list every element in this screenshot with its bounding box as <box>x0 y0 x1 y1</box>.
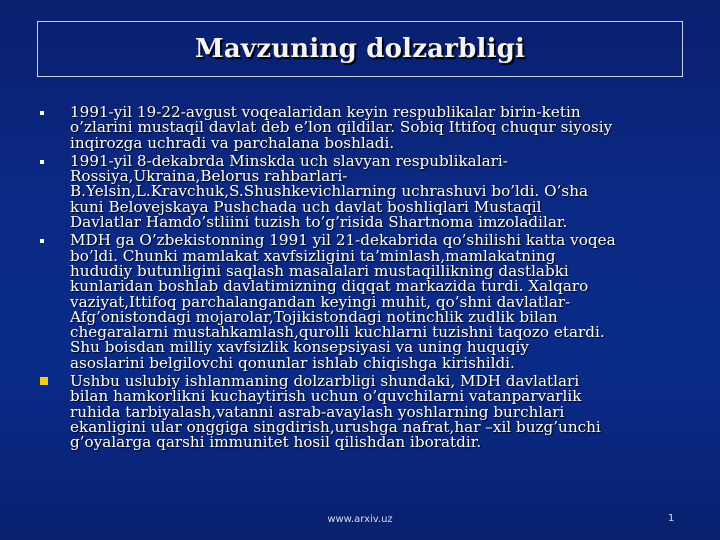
bullet-line: Ushbu uslubiy ishlanmaning dolzarbligi shundaki, MDH davlatlari <box>70 372 580 391</box>
bullet-line: hududiy butunligini saqlash masalalari mustaqillikning dastlabki <box>70 261 569 280</box>
bullet-line: 1991-yil 19-22-avgust voqealaridan keyin respublikalar birin-ketin <box>70 103 581 121</box>
bullet-line: o’zlarini mustaqil davlat deb e’lon qildilar. Sobiq Ittifoq chuqur siyosiy <box>70 118 613 137</box>
bullet-item-4 <box>38 374 688 450</box>
bullet-line: Davlatlar Hamdo’stliini tuzish to’g’risida Shartnoma imzoladilar. <box>70 213 568 232</box>
bullet-line: bo’ldi. Chunki mamlakat xavfsizligini ta’minlash,mamlakatning <box>70 246 556 265</box>
bullet-line: Shu boisdan milliy xavfsizlik konsepsiyasi va uning huquqiy <box>70 338 529 357</box>
bullet-line: inqirozga uchradi va parchalana boshladi. <box>70 133 395 152</box>
bullet-item-3 <box>38 233 688 371</box>
bullet-line: vaziyat,Ittifoq parchalangandan keyingi muhit, qo’shni davlatlar- <box>70 292 571 311</box>
bullet-line: bilan hamkorlikni kuchaytirish uchun o’quvchilarni vatanparvarlik <box>70 387 582 406</box>
bullet-line: g’oyalarga qarshi immunitet hosil qilishdan iboratdir. <box>70 433 482 452</box>
bullet-list <box>38 105 688 454</box>
bullet-item-2 <box>38 151 688 232</box>
bullet-line: 1991-yil 8-dekabrda Minskda uch slavyan respublikalari- <box>70 151 508 170</box>
bullet-line: kuni Belovejskaya Pushchada uch davlat boshliqlari Mustaqil <box>70 197 542 216</box>
bullet-line: MDH ga O’zbekistonning 1991 yil 21-dekabrida qo’shilishi katta voqea <box>70 231 616 250</box>
bullet-line: chegaralarni mustahkamlash,qurolli kuchlarni tuzishni taqozo etardi. <box>70 323 605 342</box>
slide-title: Mavzuning dolzarbligi <box>194 34 526 64</box>
bullet-line: B.Yelsin,L.Kravchuk,S.Shushkevichlarning uchrashuvi bo’ldi. O’sha <box>70 182 589 201</box>
bullet-line: Rossiya,Ukraina,Belorus rahbarlari- <box>70 167 348 186</box>
slide-title-box <box>37 21 683 77</box>
page-number: 1 <box>668 513 675 524</box>
bullet-item-1 <box>38 105 688 151</box>
bullet-line: ruhida tarbiyalash,vatanni asrab-avaylash yoshlarning burchlari <box>70 402 565 421</box>
bullet-line: asoslarini belgilovchi qonunlar ishlab chiqishga kirishildi. <box>70 353 515 372</box>
bullet-line: kunlaridan boshlab davlatimizning diqqat markazida turdi. Xalqaro <box>70 277 589 296</box>
bullet-line: Afg’onistondagi mojarolar,Tojikistondagi notinchlik zudlik bilan <box>70 307 558 326</box>
footer-url: www.arxiv.uz <box>327 514 393 525</box>
bullet-line: ekanligini ular onggiga singdirish,urushga nafrat,har –xil buzg’unchi <box>70 417 601 436</box>
